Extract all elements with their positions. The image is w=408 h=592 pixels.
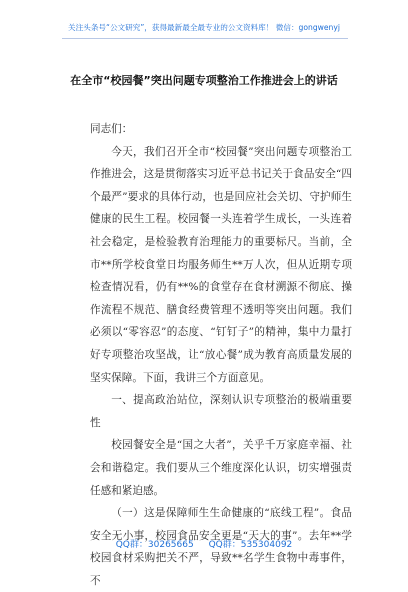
paragraph-intro: 今天，我们召开全市“校园餐”突出问题专项整治工作推进会，这是贯彻落实习近平总书记关于食品安全“四个最严”要求的具体行动，也是回应社会关切、守护师生健康的民生工程。校园餐一头连着学生成长，一头连着社会稳定，是检验教育治理能力的重要标尺。当前，全市**所学校食堂日均服务师生**万人次，但从近期专项检查情况看，仍有**%的食堂存在食材溯源不彻底、操作流程不规范、膳食经费管理不透明等突出问题。我们必须以“零容忍”的态度、“钉钉子”的精神，集中力量打好专项整治攻坚战，让“放心餐”成为教育高质量发展的坚实保障。下面，我讲三个方面意见。 [90, 145, 352, 384]
document-body [90, 118, 352, 592]
subsection-heading-1: （一）这是保障师生生命健康的“底线工程”。 [111, 507, 331, 520]
section-heading-1: 一、提高政治站位，深刻认识专项整治的极端重要性 [90, 394, 352, 429]
document-title: 在全市“校园餐”突出问题专项整治工作推进会上的讲话 [70, 74, 338, 87]
subsection-text-1: 食品安全无小事，校园食品安全更是“天大的事”。去年**学校园食材采购把关不严，导致**名学生食物中毒事件，不 [90, 507, 352, 587]
footer-qq-group-2: QQ群：535304092 [208, 540, 293, 550]
header-divider [62, 38, 348, 39]
header-banner: 关注头条号“公文研究”，获得最新最全最专业的公文资料库！ 微信：gongwenyj [68, 23, 340, 32]
footer-qq-group-1: QQ群：30265665 [115, 540, 194, 550]
salutation: 同志们： [90, 123, 133, 135]
footer [0, 537, 408, 550]
paragraph-section-1: 校园餐安全是“国之大者”，关乎千万家庭幸福、社会和谐稳定。我们要从三个维度深化认识，切实增强责任感和紧迫感。 [90, 439, 352, 497]
